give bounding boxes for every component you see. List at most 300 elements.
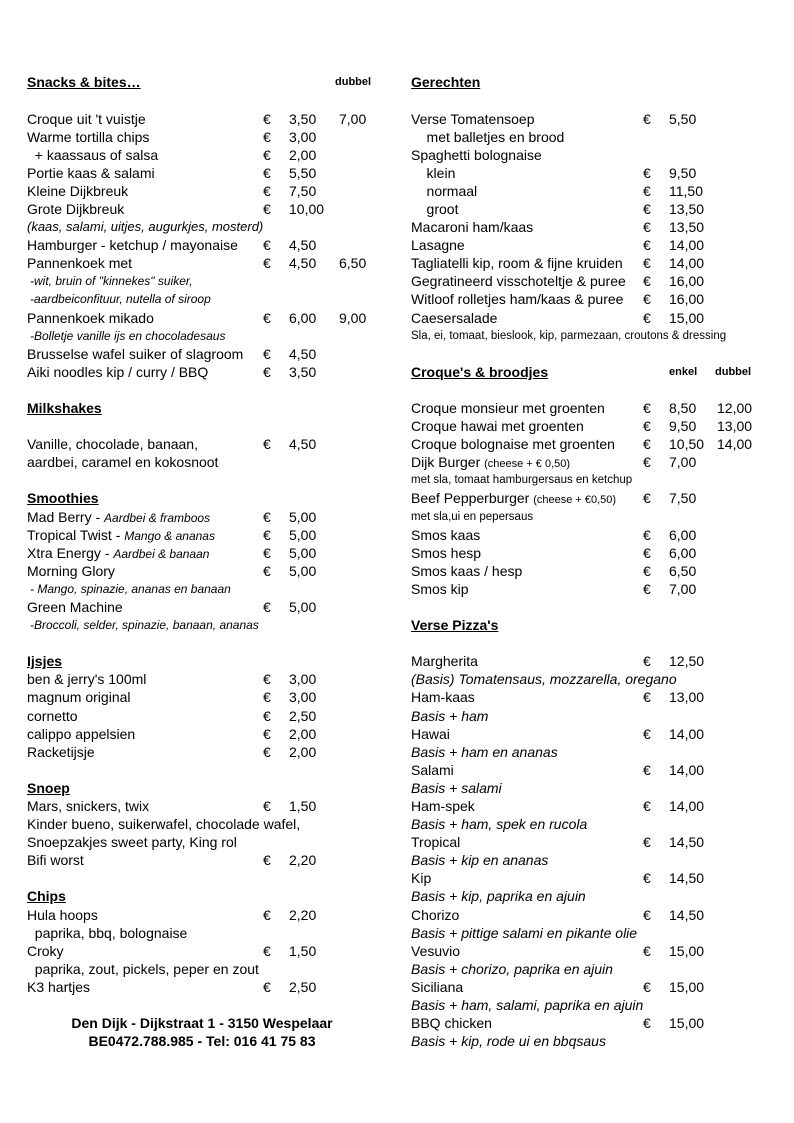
item-name-text: - Mango, spinazie, ananas en banaan <box>30 582 231 596</box>
item-name <box>411 942 460 960</box>
item-description <box>27 218 263 236</box>
item-name <box>411 399 605 417</box>
item-name <box>27 164 155 182</box>
item-name-text: Caesersalade <box>411 310 498 326</box>
euro-sign: € <box>643 201 651 217</box>
item-description <box>30 272 193 290</box>
item-description <box>411 508 533 526</box>
item-name <box>411 869 431 887</box>
item-price: 5,00 <box>289 509 317 525</box>
item-description <box>411 887 586 905</box>
item-name-text: klein <box>411 165 456 181</box>
item-name-text: Smos kaas <box>411 527 481 543</box>
euro-sign: € <box>643 291 651 307</box>
euro-sign: € <box>643 1015 651 1031</box>
item-price: 2,00 <box>289 726 317 742</box>
euro-sign: € <box>263 979 271 995</box>
item-description <box>411 924 637 942</box>
item-name-text: Hula hoops <box>27 907 98 923</box>
item-price: 15,00 <box>669 1015 705 1031</box>
item-name-text: (Basis) Tomatensaus, mozzarella, oregano <box>411 671 677 687</box>
item-name-text: Beef Pepperburger <box>411 490 534 506</box>
item-name <box>27 110 146 128</box>
euro-sign: € <box>263 599 271 615</box>
item-name <box>27 598 123 616</box>
item-name-text: Basis + salami <box>411 780 502 796</box>
item-name-text: Tropical Twist - <box>27 527 125 543</box>
item-description <box>411 128 564 146</box>
item-name-text: Brusselse wafel suiker of slagroom <box>27 346 244 362</box>
euro-sign: € <box>643 653 651 669</box>
item-description <box>27 815 300 833</box>
item-name-text: Kip <box>411 870 432 886</box>
euro-sign: € <box>643 870 651 886</box>
item-description <box>411 670 677 688</box>
item-price: 3,50 <box>289 364 317 380</box>
item-price: 2,00 <box>289 744 317 760</box>
item-name-text: Ham-kaas <box>411 689 475 705</box>
item-name-text: -wit, bruin of "kinnekes" suiker, <box>30 274 193 288</box>
item-name-text: aardbei, caramel en kokosnoot <box>27 454 219 470</box>
item-extra: (cheese + € 0,50) <box>484 458 571 470</box>
item-name <box>411 453 570 473</box>
item-name-text: Vanille, chocolade, banaan, <box>27 436 198 452</box>
item-price-double: 9,00 <box>339 310 367 326</box>
item-name-text: magnum original <box>27 689 131 705</box>
item-price-double: 14,00 <box>717 436 753 452</box>
euro-sign: € <box>643 563 651 579</box>
gerechten-heading: Gerechten <box>411 74 481 90</box>
euro-sign: € <box>643 527 651 543</box>
item-name-text: met sla, tomaat hamburgersaus en ketchup <box>411 474 633 486</box>
euro-sign: € <box>643 310 651 326</box>
item-price: 16,00 <box>669 273 705 289</box>
item-name-text: -Bolletje vanille ijs en chocoladesaus <box>30 329 226 343</box>
item-name <box>27 309 154 327</box>
item-price: 5,50 <box>289 165 317 181</box>
item-name <box>411 1014 492 1032</box>
footer-contact: BE0472.788.985 - Tel: 016 41 75 83 <box>88 1033 316 1049</box>
item-name <box>27 526 215 545</box>
item-name-text: Salami <box>411 762 454 778</box>
item-name <box>27 254 132 272</box>
item-name <box>411 544 481 562</box>
euro-sign: € <box>643 907 651 923</box>
item-name <box>27 182 128 200</box>
item-name-text: Basis + ham, salami, paprika en ajuin <box>411 997 644 1013</box>
item-name-text: -aardbeiconfituur, nutella of siroop <box>30 292 211 306</box>
item-name-text: met sla,ui en pepersaus <box>411 511 534 523</box>
item-price: 14,00 <box>669 255 705 271</box>
item-price: 2,20 <box>289 907 317 923</box>
item-name-text: Ham-spek <box>411 798 475 814</box>
euro-sign: € <box>643 237 651 253</box>
item-price: 4,50 <box>289 255 317 271</box>
item-description <box>411 471 632 489</box>
item-name-text: cornetto <box>27 708 78 724</box>
item-name <box>27 978 90 996</box>
euro-sign: € <box>643 834 651 850</box>
item-price-double: 13,00 <box>717 418 753 434</box>
euro-sign: € <box>643 689 651 705</box>
euro-sign: € <box>263 726 271 742</box>
item-name <box>411 272 626 290</box>
item-name <box>411 797 475 815</box>
item-name-text: Kinder bueno, suikerwafel, chocolade wafel, <box>27 816 301 832</box>
euro-sign: € <box>643 943 651 959</box>
item-name-text: Basis + kip, paprika en ajuin <box>411 888 586 904</box>
item-description <box>30 616 259 634</box>
item-name-text: Tropical <box>411 834 461 850</box>
euro-sign: € <box>643 400 651 416</box>
item-description <box>411 960 613 978</box>
item-name-text: met balletjes en brood <box>411 129 565 145</box>
item-detail: Aardbei & banaan <box>113 547 210 561</box>
item-price: 4,50 <box>289 436 317 452</box>
euro-sign: € <box>263 364 271 380</box>
item-price: 7,00 <box>669 581 697 597</box>
item-name-text: K3 hartjes <box>27 979 91 995</box>
item-name-text: Spaghetti bolognaise <box>411 147 542 163</box>
item-price: 8,50 <box>669 400 697 416</box>
item-name <box>27 725 135 743</box>
item-name <box>27 435 198 453</box>
item-name <box>27 906 98 924</box>
item-name <box>411 435 615 453</box>
euro-sign: € <box>643 545 651 561</box>
euro-sign: € <box>263 689 271 705</box>
item-price: 3,00 <box>289 129 317 145</box>
item-price: 2,20 <box>289 852 317 868</box>
item-name <box>27 345 243 363</box>
item-name-text: Croque bolognaise met groenten <box>411 436 615 452</box>
item-price: 2,50 <box>289 979 317 995</box>
item-name-text: Gegratineerd visschoteltje & puree <box>411 273 626 289</box>
item-name <box>411 688 475 706</box>
item-name-text: Smos hesp <box>411 545 482 561</box>
chips-heading: Chips <box>27 888 66 904</box>
item-price: 11,50 <box>669 183 703 199</box>
item-name-text: Aiki noodles kip / curry / BBQ <box>27 364 209 380</box>
item-name <box>27 236 238 254</box>
item-name-text: paprika, bbq, bolognaise <box>27 925 188 941</box>
item-name-text: Mad Berry - <box>27 509 105 525</box>
item-extra: (cheese + €0,50) <box>533 494 617 506</box>
item-price: 2,00 <box>289 147 317 163</box>
item-name <box>411 254 623 272</box>
item-name <box>411 725 450 743</box>
item-price: 4,50 <box>289 346 317 362</box>
footer <box>27 1014 377 1050</box>
item-name <box>411 489 616 509</box>
croques-column-label: enkel <box>669 366 698 378</box>
euro-sign: € <box>263 147 271 163</box>
euro-sign: € <box>643 255 651 271</box>
item-name-text: Croque uit 't vuistje <box>27 111 146 127</box>
item-price: 14,00 <box>669 237 705 253</box>
euro-sign: € <box>263 165 271 181</box>
item-price: 3,00 <box>289 671 317 687</box>
item-name <box>411 652 478 670</box>
item-price: 14,00 <box>669 726 705 742</box>
euro-sign: € <box>263 436 271 452</box>
item-name-text: Bifi worst <box>27 852 84 868</box>
item-price: 9,50 <box>669 418 697 434</box>
item-name-text: Dijk Burger <box>411 454 485 470</box>
item-description <box>27 833 237 851</box>
item-price: 14,00 <box>669 762 705 778</box>
item-name <box>411 110 535 128</box>
item-detail: Mango & ananas <box>124 529 215 543</box>
item-name-text: Croky <box>27 943 64 959</box>
item-name <box>27 670 146 688</box>
item-name-text: Snoepzakjes sweet party, King rol <box>27 834 237 850</box>
euro-sign: € <box>263 671 271 687</box>
euro-sign: € <box>643 454 651 470</box>
item-name-text: calippo appelsien <box>27 726 136 742</box>
item-price: 14,00 <box>669 798 705 814</box>
item-name-text: Xtra Energy - <box>27 545 114 561</box>
item-name-text: -Broccoli, selder, spinazie, banaan, ananas <box>30 618 259 632</box>
item-name <box>411 309 497 327</box>
item-description <box>411 779 502 797</box>
item-name-text: Pannenkoek met <box>27 255 133 271</box>
item-price: 13,50 <box>669 201 705 217</box>
item-price: 15,00 <box>669 943 705 959</box>
item-description <box>411 327 726 345</box>
item-description <box>411 743 558 761</box>
item-price: 10,00 <box>289 201 325 217</box>
smoothies-heading: Smoothies <box>27 490 99 506</box>
item-price: 5,00 <box>289 563 317 579</box>
item-description <box>411 1032 606 1050</box>
item-name-text: Smos kaas / hesp <box>411 563 523 579</box>
euro-sign: € <box>263 907 271 923</box>
euro-sign: € <box>263 943 271 959</box>
item-name-text: groot <box>411 201 459 217</box>
item-price: 16,00 <box>669 291 705 307</box>
item-name-text: Basis + kip en ananas <box>411 852 549 868</box>
item-name-text: Verse Tomatensoep <box>411 111 535 127</box>
euro-sign: € <box>263 255 271 271</box>
euro-sign: € <box>643 581 651 597</box>
item-name <box>411 290 623 308</box>
item-price: 10,50 <box>669 436 705 452</box>
item-price: 14,50 <box>669 870 705 886</box>
item-name <box>27 544 209 563</box>
euro-sign: € <box>643 165 651 181</box>
euro-sign: € <box>643 111 651 127</box>
pizzas-heading: Verse Pizza's <box>411 617 499 633</box>
item-name-text: Margherita <box>411 653 478 669</box>
item-name <box>411 200 458 218</box>
item-description <box>411 851 548 869</box>
item-price: 13,50 <box>669 219 705 235</box>
item-name-text: Croque monsieur met groenten <box>411 400 605 416</box>
euro-sign: € <box>263 545 271 561</box>
item-name <box>27 562 115 580</box>
item-name-text: Macaroni ham/kaas <box>411 219 534 235</box>
item-name-text: Sla, ei, tomaat, bieslook, kip, parmezaan, croutons & dressing <box>411 330 727 342</box>
item-price: 7,00 <box>669 454 697 470</box>
item-name-text: Hamburger - ketchup / mayonaise <box>27 237 238 253</box>
item-name-text: Kleine Dijkbreuk <box>27 183 129 199</box>
item-name <box>27 688 131 706</box>
item-name <box>411 906 459 924</box>
item-name-text: Lasagne <box>411 237 465 253</box>
item-name <box>27 508 210 527</box>
euro-sign: € <box>643 798 651 814</box>
item-name-text: Basis + ham en ananas <box>411 744 558 760</box>
item-name-text: Siciliana <box>411 979 464 995</box>
item-price: 3,50 <box>289 111 317 127</box>
item-price: 3,00 <box>289 689 317 705</box>
item-name <box>27 851 84 869</box>
item-price: 7,50 <box>289 183 317 199</box>
item-name-text: BBQ chicken <box>411 1015 492 1031</box>
euro-sign: € <box>263 509 271 525</box>
euro-sign: € <box>263 708 271 724</box>
euro-sign: € <box>643 219 651 235</box>
item-name <box>411 526 480 544</box>
snoep-heading: Snoep <box>27 780 70 796</box>
item-description <box>30 290 211 308</box>
item-price-double: 12,00 <box>717 400 753 416</box>
item-name-text: Green Machine <box>27 599 123 615</box>
item-price: 9,50 <box>669 165 697 181</box>
item-name <box>27 743 95 761</box>
euro-sign: € <box>643 436 651 452</box>
euro-sign: € <box>263 527 271 543</box>
euro-sign: € <box>643 183 651 199</box>
item-name-text: paprika, zout, pickels, peper en zout <box>27 961 259 977</box>
milkshakes-heading: Milkshakes <box>27 400 102 416</box>
croques-column-label: dubbel <box>715 366 752 378</box>
item-name-text: Basis + ham <box>411 708 489 724</box>
item-name <box>411 417 584 435</box>
item-name <box>411 580 469 598</box>
snacks-column-label: dubbel <box>335 76 372 88</box>
euro-sign: € <box>263 798 271 814</box>
item-price: 15,00 <box>669 979 705 995</box>
euro-sign: € <box>263 744 271 760</box>
item-price: 6,00 <box>289 310 317 326</box>
item-name-text: Basis + kip, rode ui en bbqsaus <box>411 1033 606 1049</box>
croques-heading: Croque's & broodjes <box>411 364 549 380</box>
item-name <box>27 797 149 815</box>
euro-sign: € <box>263 183 271 199</box>
item-description <box>27 960 259 978</box>
item-price: 5,50 <box>669 111 697 127</box>
item-name-text: Grote Dijkbreuk <box>27 201 125 217</box>
item-name-text: + kaassaus of salsa <box>27 147 159 163</box>
item-name-text: ben & jerry's 100ml <box>27 671 147 687</box>
item-name-text: Tagliatelli kip, room & fijne kruiden <box>411 255 623 271</box>
item-name <box>411 164 455 182</box>
item-name-text: Witloof rolletjes ham/kaas & puree <box>411 291 624 307</box>
item-name-text: (kaas, salami, uitjes, augurkjes, mosterd) <box>27 219 264 234</box>
item-name <box>411 761 454 779</box>
item-name-text: Basis + pittige salami en pikante olie <box>411 925 638 941</box>
euro-sign: € <box>263 563 271 579</box>
item-name <box>27 707 78 725</box>
item-name-text: Warme tortilla chips <box>27 129 150 145</box>
item-description <box>411 707 488 725</box>
item-description <box>411 146 542 164</box>
item-description <box>27 453 218 471</box>
item-price: 1,50 <box>289 798 317 814</box>
item-name <box>411 978 463 996</box>
item-price: 5,00 <box>289 545 317 561</box>
item-name-text: Portie kaas & salami <box>27 165 155 181</box>
item-price: 13,00 <box>669 689 705 705</box>
item-price: 5,00 <box>289 599 317 615</box>
euro-sign: € <box>263 310 271 326</box>
item-name-text: Vesuvio <box>411 943 461 959</box>
item-name <box>27 146 158 164</box>
item-detail: Aardbei & framboos <box>104 511 211 525</box>
item-name <box>411 562 522 580</box>
item-price: 15,00 <box>669 310 705 326</box>
item-price: 14,50 <box>669 834 705 850</box>
item-name <box>27 200 124 218</box>
euro-sign: € <box>263 237 271 253</box>
item-price: 14,50 <box>669 907 705 923</box>
item-name-text: Basis + chorizo, paprika en ajuin <box>411 961 613 977</box>
item-name <box>27 942 64 960</box>
item-price: 6,50 <box>669 563 697 579</box>
item-name-text: Racketijsje <box>27 744 95 760</box>
euro-sign: € <box>263 201 271 217</box>
item-name <box>27 363 208 381</box>
item-name-text: Chorizo <box>411 907 460 923</box>
item-price: 12,50 <box>669 653 705 669</box>
item-price-double: 7,00 <box>339 111 367 127</box>
item-price: 6,00 <box>669 527 697 543</box>
item-price: 2,50 <box>289 708 317 724</box>
item-name <box>411 182 477 200</box>
item-name <box>411 236 465 254</box>
item-price-double: 6,50 <box>339 255 367 271</box>
item-name <box>27 128 149 146</box>
euro-sign: € <box>263 111 271 127</box>
euro-sign: € <box>263 346 271 362</box>
ijsjes-heading: Ijsjes <box>27 653 63 669</box>
item-price: 5,00 <box>289 527 317 543</box>
euro-sign: € <box>643 726 651 742</box>
item-description <box>411 815 587 833</box>
item-description <box>411 996 643 1014</box>
euro-sign: € <box>643 979 651 995</box>
footer-address: Den Dijk - Dijkstraat 1 - 3150 Wespelaar <box>71 1015 333 1031</box>
euro-sign: € <box>643 273 651 289</box>
item-name-text: normaal <box>411 183 478 199</box>
item-name-text: Smos kip <box>411 581 469 597</box>
item-name-text: Morning Glory <box>27 563 115 579</box>
euro-sign: € <box>643 490 651 506</box>
item-name-text: Croque hawai met groenten <box>411 418 584 434</box>
item-price: 7,50 <box>669 490 697 506</box>
item-description <box>30 580 231 598</box>
item-price: 1,50 <box>289 943 317 959</box>
euro-sign: € <box>263 852 271 868</box>
item-name <box>411 833 460 851</box>
euro-sign: € <box>263 129 271 145</box>
item-description <box>27 924 187 942</box>
item-name-text: Hawai <box>411 726 450 742</box>
item-name-text: Pannenkoek mikado <box>27 310 154 326</box>
item-price: 6,00 <box>669 545 697 561</box>
